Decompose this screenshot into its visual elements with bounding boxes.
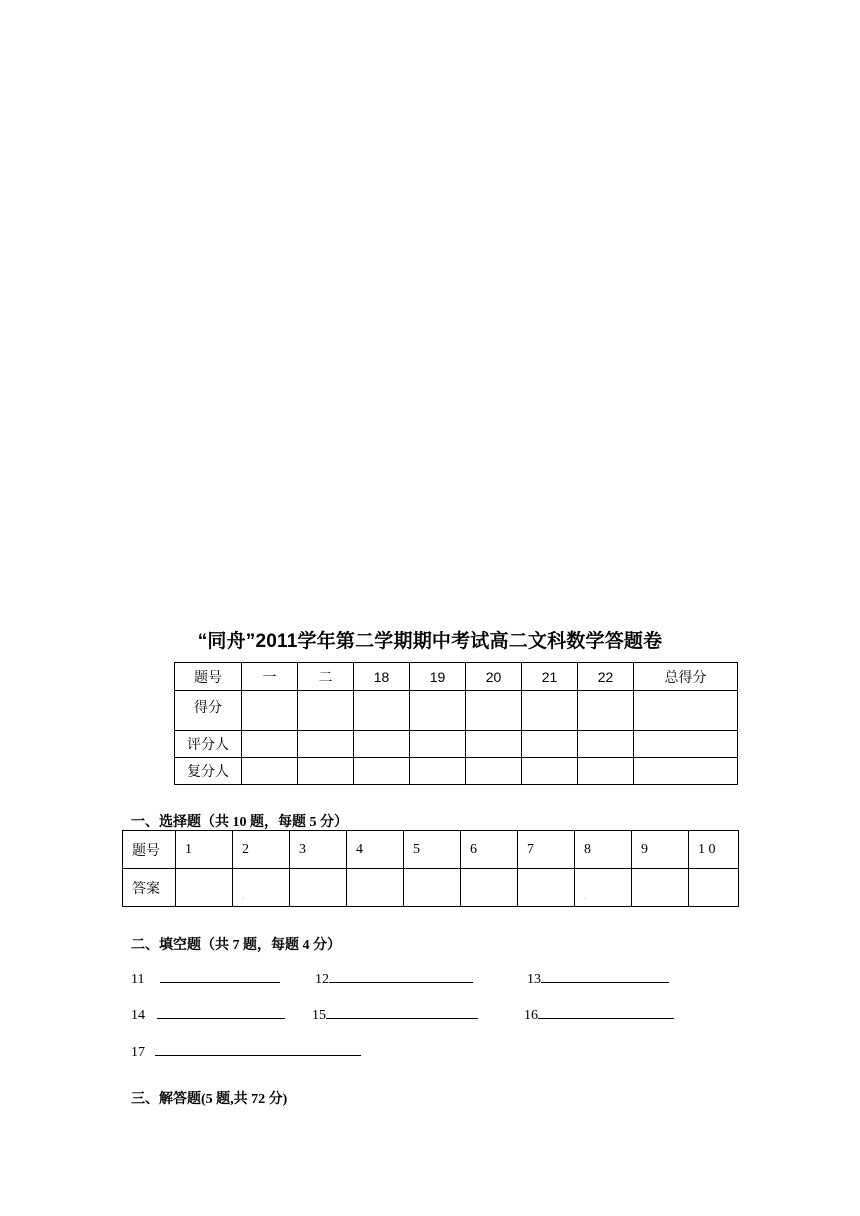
grader-row-label: 评分人 <box>175 731 242 758</box>
fill-item-number: 12 <box>315 972 329 987</box>
fill-item <box>131 1004 285 1024</box>
choice-answer-cell[interactable] <box>632 869 689 907</box>
fill-item <box>312 1004 478 1024</box>
grader-cell[interactable] <box>522 731 578 758</box>
choice-answer-cell[interactable] <box>461 869 518 907</box>
score-cell[interactable] <box>410 691 466 731</box>
reviewer-cell[interactable] <box>354 758 410 785</box>
reviewer-cell[interactable] <box>466 758 522 785</box>
section1-heading: 一、选择题（共 10 题，每题 5 分） <box>131 815 348 830</box>
answer-blank[interactable] <box>157 1004 285 1019</box>
fill-item <box>131 968 280 988</box>
answer-blank[interactable] <box>160 968 280 983</box>
reviewer-cell[interactable] <box>634 758 738 785</box>
choice-answer-cell[interactable]: ◦ <box>575 869 632 907</box>
answer-blank[interactable] <box>326 1004 478 1019</box>
score-header-cell: 一 <box>242 663 298 691</box>
answer-blank[interactable] <box>541 968 669 983</box>
grader-cell[interactable] <box>242 731 298 758</box>
grader-cell[interactable] <box>578 731 634 758</box>
section3-heading: 三、解答题(5 题,共 72 分) <box>131 1092 288 1107</box>
score-header-cell: 总得分 <box>634 663 738 691</box>
reviewer-cell[interactable] <box>410 758 466 785</box>
score-cell[interactable] <box>634 691 738 731</box>
score-header-row <box>175 663 738 691</box>
grader-cell[interactable] <box>354 731 410 758</box>
choice-answer-cell[interactable] <box>347 869 404 907</box>
reviewer-cell[interactable] <box>522 758 578 785</box>
choice-number: 4 <box>347 831 404 869</box>
score-header-cell: 19 <box>410 663 466 691</box>
answer-blank[interactable] <box>538 1004 674 1019</box>
grader-row <box>175 731 738 758</box>
grader-cell[interactable] <box>298 731 354 758</box>
choice-number: 8 <box>575 831 632 869</box>
score-header-cell: 22 <box>578 663 634 691</box>
score-header-cell: 题号 <box>175 663 242 691</box>
choice-answer-cell[interactable] <box>404 869 461 907</box>
reviewer-row-label: 复分人 <box>175 758 242 785</box>
score-table <box>174 662 738 785</box>
choice-answer-cell[interactable] <box>518 869 575 907</box>
grader-cell[interactable] <box>634 731 738 758</box>
choice-number-row <box>123 831 739 869</box>
reviewer-cell[interactable] <box>298 758 354 785</box>
score-header-cell: 18 <box>354 663 410 691</box>
choice-number: 1 <box>176 831 233 869</box>
fill-item <box>527 968 669 988</box>
choice-number: 3 <box>290 831 347 869</box>
fill-item-number: 15 <box>312 1008 326 1023</box>
answer-blank[interactable] <box>155 1041 361 1056</box>
choice-answer-cell[interactable] <box>290 869 347 907</box>
choice-number: 6 <box>461 831 518 869</box>
score-cell[interactable] <box>242 691 298 731</box>
score-header-cell: 二 <box>298 663 354 691</box>
grader-cell[interactable] <box>410 731 466 758</box>
choice-answer-cell[interactable]: ◦ <box>233 869 290 907</box>
fill-item-number: 17 <box>131 1045 145 1060</box>
fill-item <box>315 968 473 988</box>
score-header-cell: 20 <box>466 663 522 691</box>
score-cell[interactable] <box>522 691 578 731</box>
choice-row-label: 题号 <box>123 831 176 869</box>
score-header-cell: 21 <box>522 663 578 691</box>
choice-answer-table <box>122 830 739 907</box>
answer-blank[interactable] <box>329 968 473 983</box>
choice-number: 2 <box>233 831 290 869</box>
choice-number: 5 <box>404 831 461 869</box>
choice-row-label: 答案 <box>123 869 176 907</box>
fill-item-number: 11 <box>131 972 145 987</box>
choice-answer-row <box>123 869 739 907</box>
page-title: “同舟”2011学年第二学期期中考试高二文科数学答题卷 <box>197 631 663 652</box>
choice-answer-cell[interactable] <box>176 869 233 907</box>
choice-number: 9 <box>632 831 689 869</box>
fill-item <box>524 1004 674 1024</box>
score-row-label: 得分 <box>175 691 242 731</box>
score-cell[interactable] <box>578 691 634 731</box>
reviewer-cell[interactable] <box>578 758 634 785</box>
grader-cell[interactable] <box>466 731 522 758</box>
reviewer-cell[interactable] <box>242 758 298 785</box>
fill-item-number: 13 <box>527 972 541 987</box>
fill-item <box>131 1041 361 1061</box>
reviewer-row <box>175 758 738 785</box>
score-cell[interactable] <box>354 691 410 731</box>
score-row <box>175 691 738 731</box>
section2-heading: 二、填空题（共 7 题，每题 4 分） <box>131 938 341 953</box>
fill-item-number: 14 <box>131 1008 145 1023</box>
score-cell[interactable] <box>298 691 354 731</box>
choice-answer-cell[interactable] <box>689 869 739 907</box>
choice-number: 1 0 <box>689 831 739 869</box>
fill-item-number: 16 <box>524 1008 538 1023</box>
choice-number: 7 <box>518 831 575 869</box>
score-cell[interactable] <box>466 691 522 731</box>
